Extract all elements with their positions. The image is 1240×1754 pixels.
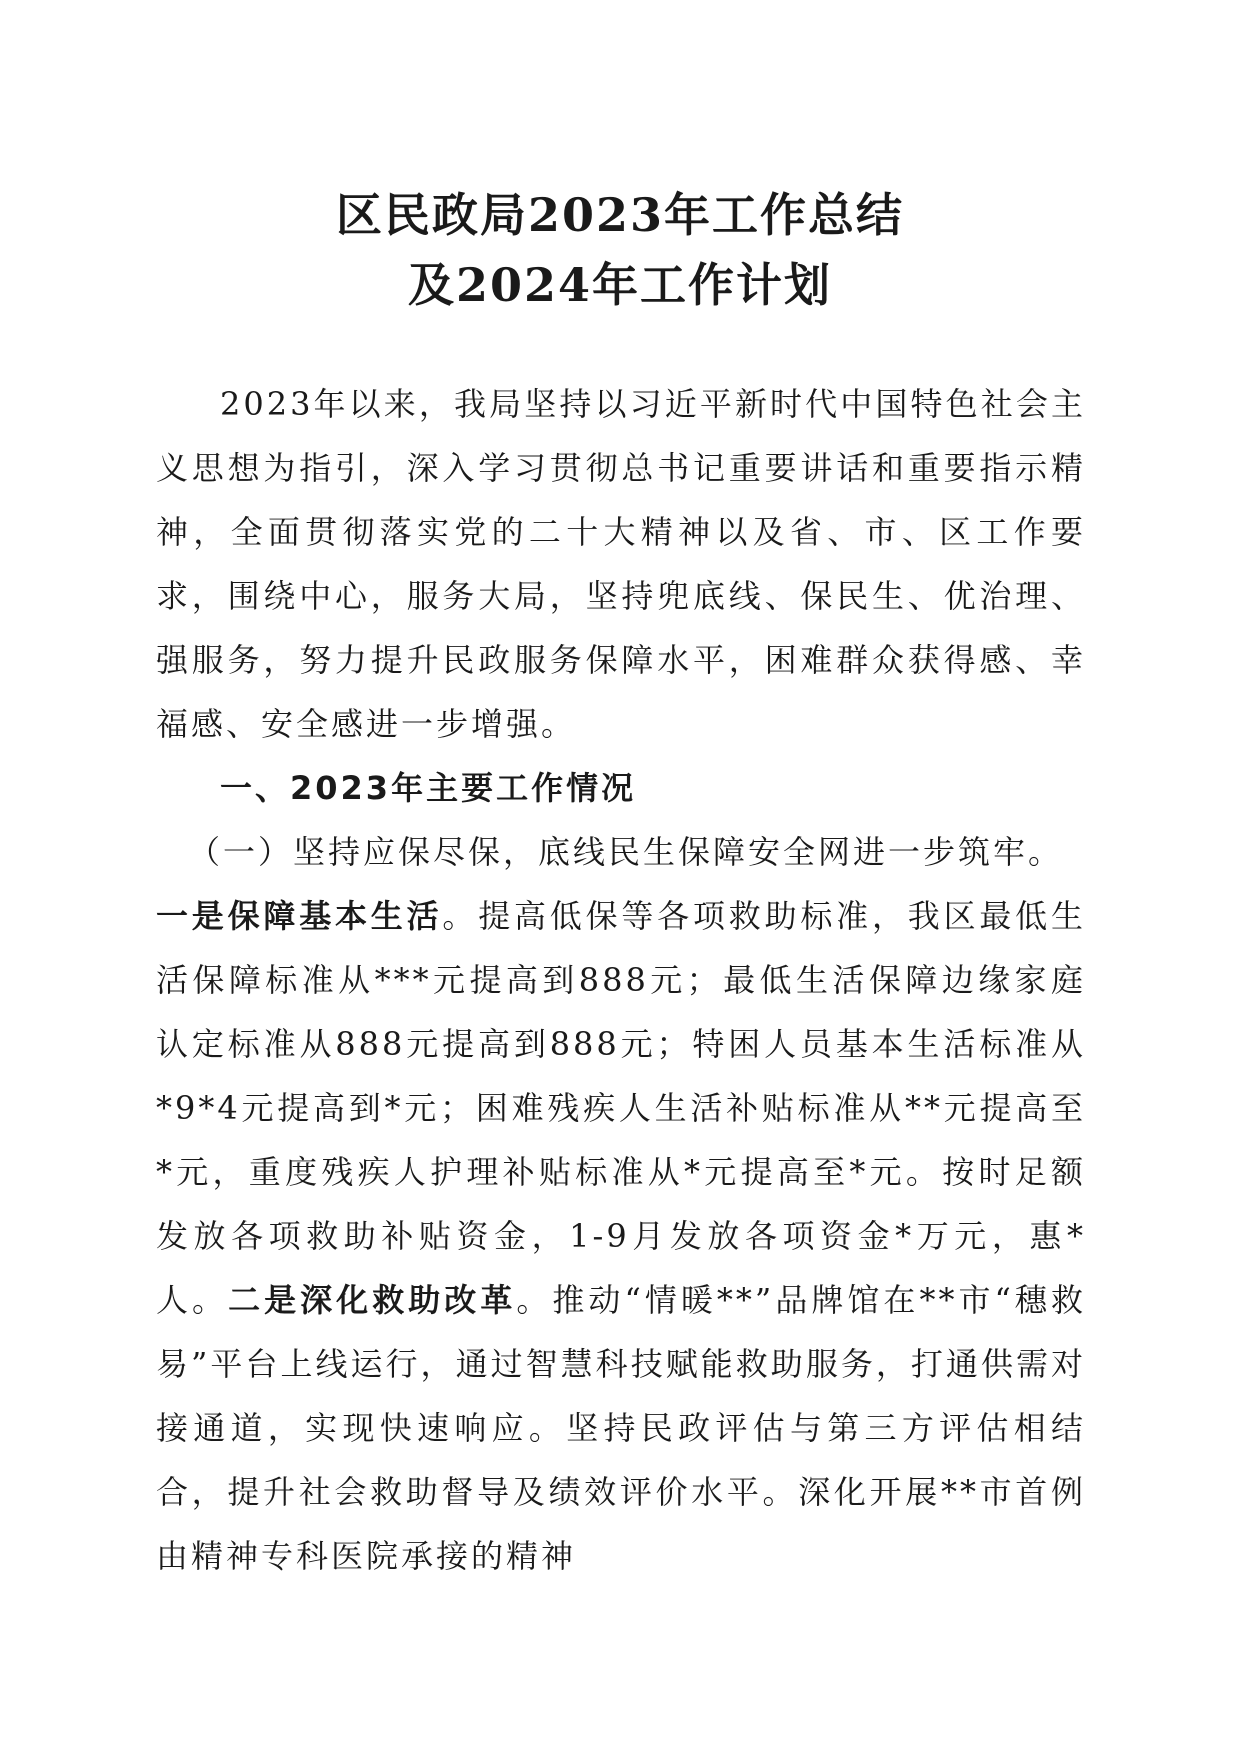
point-2-label: 二是深化救助改革 — [228, 1281, 517, 1319]
point-1-text: 。提高低保等各项救助标准，我区最低生活保障标准从***元提高到888元；最低生活保障边缘家庭认定标准从888元提高到888元；特困人员基本生活标准从*9*4元提高到*元；困难残疾人生活补贴标准从**元提高至*元，重度残疾人护理补贴标准从*元提高至*元。按时足额发放各项救助补贴资金，1-9月发放各项资金*万元，惠*人。 — [156, 897, 1086, 1319]
section-heading: 一、2023年主要工作情况 — [220, 769, 637, 807]
point-2-text: 。推动“情暖**”品牌馆在**市“穗救易”平台上线运行，通过智慧科技赋能救助服务，打通供需对接通道，实现快速响应。坚持民政评估与第三方评估相结合，提升社会救助督导及绩效评价水平。深化开展**市首例由精神专科医院承接的精神 — [156, 1281, 1086, 1575]
document-title — [0, 180, 1240, 320]
body-paragraph — [156, 884, 1086, 1588]
subsection-heading: （一）坚持应保尽保，底线民生保障安全网进一步筑牢。 — [188, 833, 1064, 871]
point-1-label: 一是保障基本生活 — [156, 897, 443, 935]
title-line-2: 及2024年工作计划 — [407, 258, 833, 312]
title-line-1: 区民政局2023年工作总结 — [335, 188, 905, 242]
intro-paragraph: 2023年以来，我局坚持以习近平新时代中国特色社会主义思想为指引，深入学习贯彻总书记重要讲话和重要指示精神，全面贯彻落实党的二十大精神以及省、市、区工作要求，围绕中心，服务大局，坚持兜底线、保民生、优治理、强服务，努力提升民政服务保障水平，困难群众获得感、幸福感、安全感进一步增强。 — [156, 385, 1086, 743]
document-body — [156, 372, 1086, 1588]
